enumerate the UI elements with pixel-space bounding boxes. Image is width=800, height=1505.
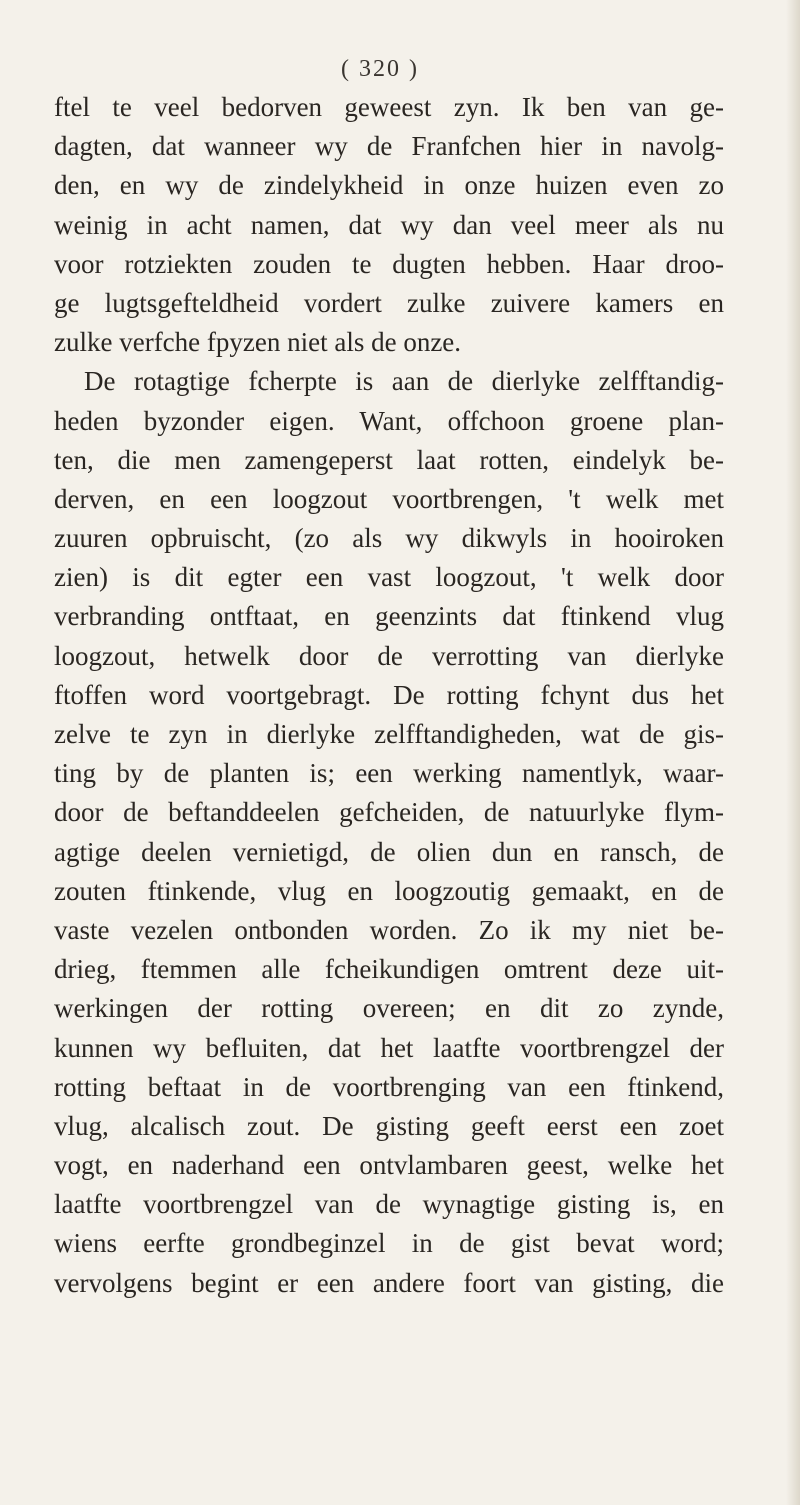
text-line: vogt, en naderhand een ontvlambaren geest, welke het (54, 1150, 724, 1181)
text-line: rotting beftaat in de voortbrenging van een ftinkend, (54, 1071, 724, 1102)
text-line: voor rotziekten zouden te dugten hebben. Haar droo- (54, 248, 724, 279)
text-line: De rotagtige fcherpte is aan de dierlyke zelfftandig- (84, 366, 724, 397)
text-line: door de beftanddeelen gefcheiden, de natuurlyke flym- (54, 797, 724, 828)
page-edge-shadow (786, 0, 800, 1505)
text-line: dagten, dat wanneer wy de Franfchen hier in navolg- (54, 131, 724, 162)
text-line: zouten ftinkende, vlug en loogzoutig gemaakt, en de (54, 875, 724, 906)
text-line: zulke verfche fpyzen niet als de onze. (54, 327, 462, 358)
text-line: weinig in acht namen, dat wy dan veel meer als nu (54, 209, 724, 240)
text-line: werkingen der rotting overeen; en dit zo zynde, (54, 993, 724, 1024)
text-line: laatfte voortbrengzel van de wynagtige gisting is, en (54, 1189, 724, 1220)
text-line: agtige deelen vernietigd, de olien dun en ransch, de (54, 836, 724, 867)
text-line: zelve te zyn in dierlyke zelfftandigheden, wat de gis- (54, 719, 724, 749)
text-line: ftoffen word voortgebragt. De rotting fchynt dus het (54, 679, 724, 710)
text-line: kunnen wy befluiten, dat het laatfte voortbrengzel der (54, 1032, 724, 1063)
text-line: ten, die men zamengeperst laat rotten, eindelyk be- (54, 444, 724, 475)
text-line: den, en wy de zindelykheid in onze huizen even zo (54, 170, 724, 201)
text-line: ting by de planten is; een werking namentlyk, waar- (54, 758, 724, 789)
page-number: ( 320 ) (341, 56, 419, 82)
text-line: loogzout, hetwelk door de verrotting van dierlyke (54, 640, 724, 671)
text-line: derven, en een loogzout voortbrengen, 't welk met (54, 483, 724, 514)
body-text (54, 88, 724, 1303)
text-line: zien) is dit egter een vast loogzout, 't welk door (54, 562, 724, 593)
text-line: zuuren opbruischt, (zo als wy dikwyls in hooiroken (54, 523, 724, 554)
text-line: ge lugtsgefteldheid vordert zulke zuivere kamers en (54, 287, 724, 318)
text-line: vervolgens begint er een andere foort van gisting, die (54, 1267, 724, 1298)
text-line: ftel te veel bedorven geweest zyn. Ik ben van ge- (54, 92, 724, 122)
text-line: vlug, alcalisch zout. De gisting geeft eerst een zoet (54, 1110, 724, 1141)
text-line: vaste vezelen ontbonden worden. Zo ik my niet be- (54, 914, 724, 945)
text-line: verbranding ontftaat, en geenzints dat ftinkend vlug (54, 601, 724, 632)
text-line: heden byzonder eigen. Want, offchoon groene plan- (54, 405, 724, 436)
text-line: wiens eerfte grondbeginzel in de gist bevat word; (54, 1228, 724, 1259)
text-line: drieg, ftemmen alle fcheikundigen omtrent deze uit- (54, 954, 724, 985)
